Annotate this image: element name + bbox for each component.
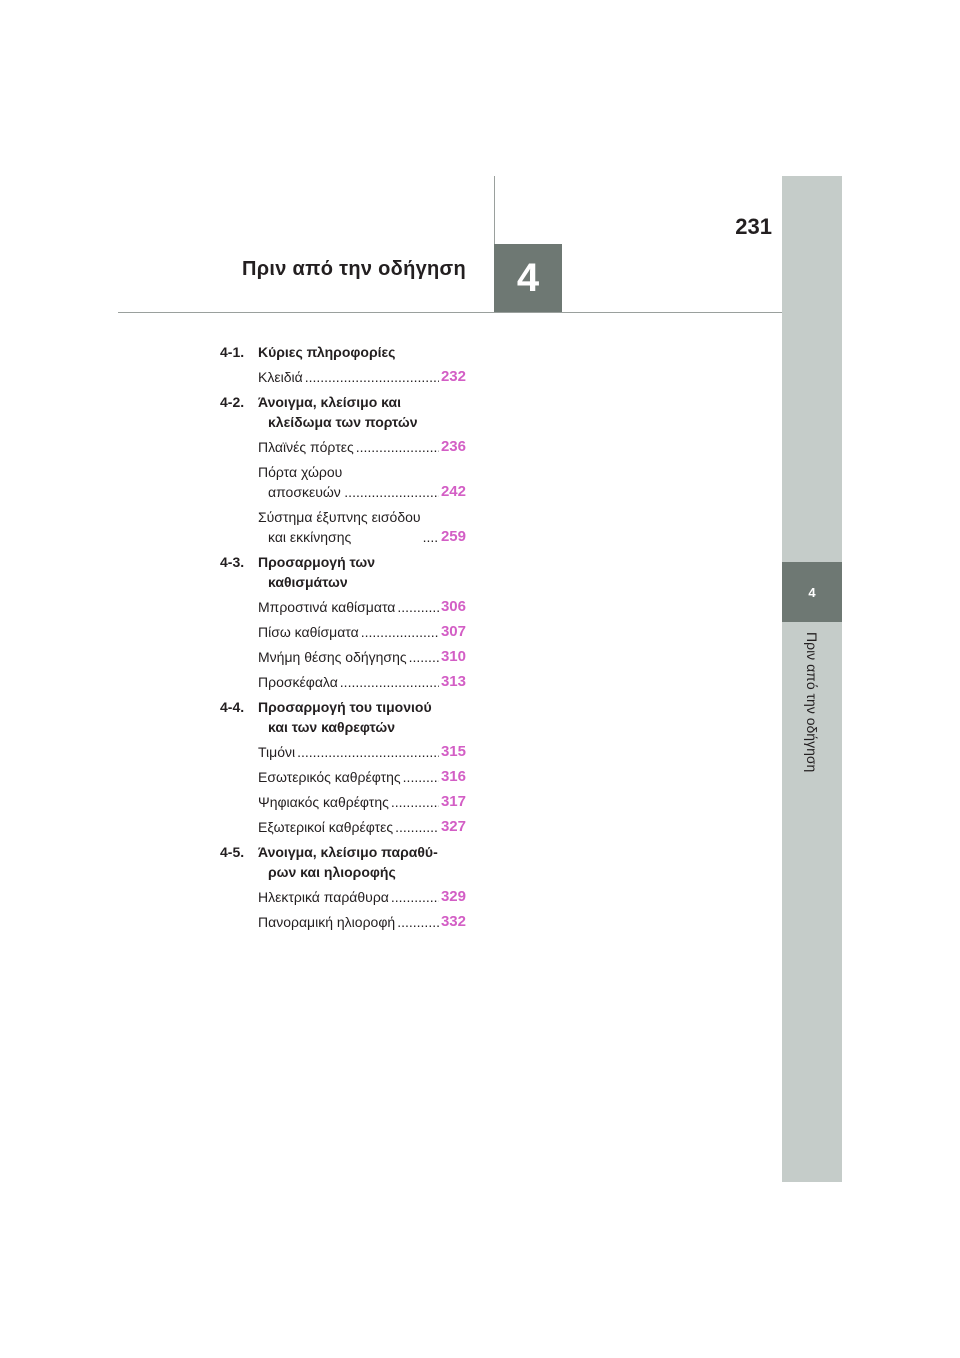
header-divider-horizontal xyxy=(118,312,782,313)
table-of-contents xyxy=(220,342,466,937)
toc-page-link[interactable]: 316 xyxy=(440,768,466,785)
toc-page-link[interactable]: 232 xyxy=(440,368,466,385)
toc-entry-label: Εσωτερικός καθρέφτης xyxy=(258,769,401,785)
toc-dot-leader xyxy=(395,817,439,837)
toc-entry[interactable] xyxy=(258,672,466,692)
toc-dot-leader xyxy=(397,597,439,617)
toc-entry[interactable] xyxy=(258,742,466,762)
toc-section-title: Άνοιγμα, κλείσιμο παραθύ- ρων και ηλιοροφής xyxy=(258,844,438,880)
toc-entry[interactable] xyxy=(258,437,466,457)
toc-entry-label: Πόρτα χώρου αποσκευών xyxy=(258,464,343,500)
toc-section xyxy=(220,342,466,387)
toc-entry-label: Μνήμη θέσης οδήγησης xyxy=(258,649,407,665)
toc-section xyxy=(220,552,466,692)
toc-page-link[interactable]: 306 xyxy=(440,598,466,615)
toc-section-number: 4-4. xyxy=(220,699,245,715)
toc-section-number: 4-1. xyxy=(220,344,245,360)
toc-section-title: Κύριες πληροφορίες xyxy=(258,344,396,360)
toc-dot-leader xyxy=(340,672,439,692)
toc-entry-label: Ηλεκτρικά παράθυρα xyxy=(258,889,389,905)
side-chapter-label: Πριν από την οδήγηση xyxy=(804,632,820,773)
toc-dot-leader xyxy=(391,887,439,907)
toc-section-title: Προσαρμογή του τιμονιού και των καθρεφτών xyxy=(258,699,432,735)
toc-section-title: Άνοιγμα, κλείσιμο και κλείδωμα των πορτών xyxy=(258,394,418,430)
toc-entry-label: Πανοραμική ηλιοροφή xyxy=(258,914,396,930)
toc-entry[interactable] xyxy=(258,622,466,642)
toc-page-link[interactable]: 329 xyxy=(440,888,466,905)
toc-entry[interactable] xyxy=(258,367,466,387)
toc-section-heading[interactable] xyxy=(220,842,466,882)
toc-dot-leader xyxy=(391,792,439,812)
toc-entry[interactable] xyxy=(258,912,466,932)
toc-entry[interactable] xyxy=(258,817,466,837)
toc-page-link[interactable]: 332 xyxy=(440,913,466,930)
toc-entry[interactable] xyxy=(258,647,466,667)
toc-section-heading[interactable] xyxy=(220,697,466,737)
side-chapter-tab[interactable]: 4 xyxy=(782,562,842,622)
toc-dot-leader xyxy=(403,767,439,787)
toc-entry-label: Μπροστινά καθίσματα xyxy=(258,599,396,615)
toc-entry[interactable] xyxy=(258,792,466,812)
header-divider-vertical xyxy=(494,176,495,244)
toc-entry[interactable] xyxy=(258,462,466,502)
toc-section xyxy=(220,697,466,837)
toc-page-link[interactable]: 315 xyxy=(440,743,466,760)
toc-page-link[interactable]: 236 xyxy=(440,438,466,455)
toc-dot-leader xyxy=(344,482,439,502)
toc-entry-label: Πίσω καθίσματα xyxy=(258,624,359,640)
toc-dot-leader xyxy=(361,622,439,642)
toc-section-number: 4-5. xyxy=(220,844,245,860)
toc-dot-leader xyxy=(305,367,439,387)
toc-entry-label: Σύστημα έξυπνης εισόδου και εκκίνησης xyxy=(258,509,421,545)
toc-section-number: 4-3. xyxy=(220,554,245,570)
page-number: 231 xyxy=(735,214,772,239)
chapter-number-box: 4 xyxy=(494,244,562,312)
toc-dot-leader xyxy=(397,912,439,932)
toc-section xyxy=(220,842,466,932)
toc-entry[interactable] xyxy=(258,597,466,617)
toc-entry-label: Τιμόνι xyxy=(258,744,296,760)
toc-entry-label: Πλαϊνές πόρτες xyxy=(258,439,354,455)
toc-page-link[interactable]: 310 xyxy=(440,648,466,665)
toc-entry-label: Εξωτερικοί καθρέφτες xyxy=(258,819,394,835)
toc-section-heading[interactable] xyxy=(220,552,466,592)
toc-entry[interactable] xyxy=(258,767,466,787)
toc-page-link[interactable]: 242 xyxy=(440,483,466,500)
toc-section-heading[interactable] xyxy=(220,392,466,432)
toc-entry-label: Προσκέφαλα xyxy=(258,674,338,690)
toc-entry[interactable] xyxy=(258,507,466,547)
toc-section-heading[interactable] xyxy=(220,342,466,362)
toc-dot-leader xyxy=(356,437,439,457)
toc-page-link[interactable]: 327 xyxy=(440,818,466,835)
toc-section-title: Προσαρμογή των καθισμάτων xyxy=(258,554,375,590)
toc-section-number: 4-2. xyxy=(220,394,245,410)
toc-entry-label: Ψηφιακός καθρέφτης xyxy=(258,794,389,810)
toc-page-link[interactable]: 259 xyxy=(440,528,466,545)
toc-page-link[interactable]: 307 xyxy=(440,623,466,640)
toc-entry[interactable] xyxy=(258,887,466,907)
toc-page-link[interactable]: 317 xyxy=(440,793,466,810)
toc-section xyxy=(220,392,466,547)
toc-dot-leader xyxy=(297,742,439,762)
toc-dot-leader xyxy=(409,647,439,667)
toc-dot-leader xyxy=(423,527,439,547)
toc-page-link[interactable]: 313 xyxy=(440,673,466,690)
chapter-title: Πριν από την οδήγηση xyxy=(242,258,467,280)
toc-entry-label: Κλειδιά xyxy=(258,369,303,385)
